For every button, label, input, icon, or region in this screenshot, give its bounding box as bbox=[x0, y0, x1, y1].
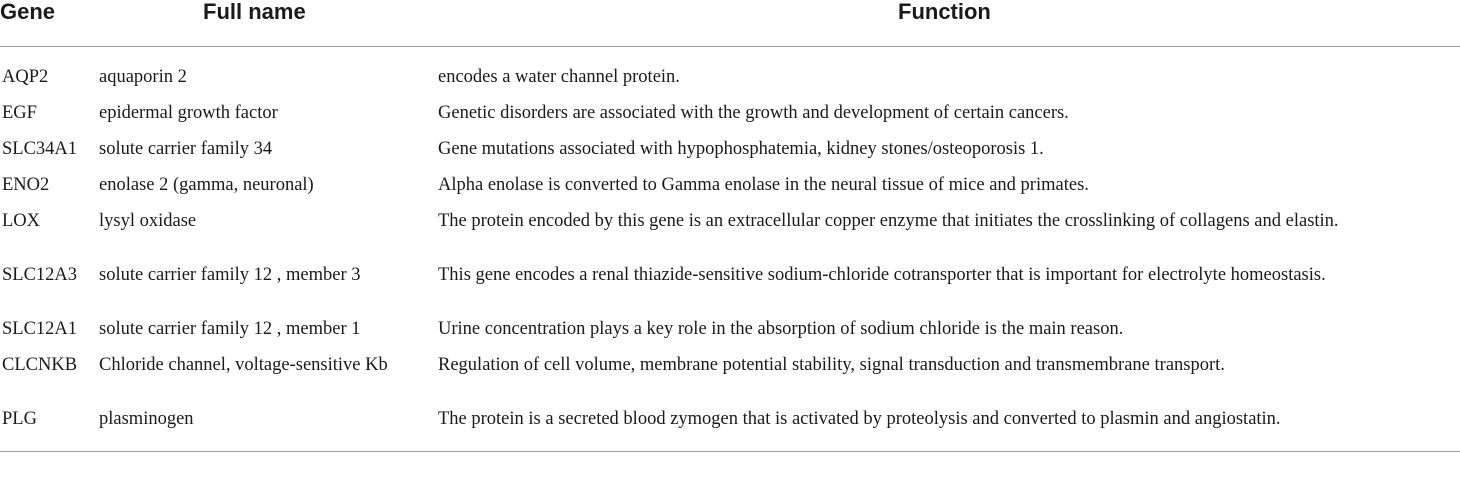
cell-full-name: solute carrier family 34 bbox=[99, 139, 273, 159]
header-full-name: Full name bbox=[99, 0, 438, 47]
cell-gene: SLC12A3 bbox=[2, 265, 78, 285]
table-row bbox=[0, 102, 1460, 138]
cell-gene: AQP2 bbox=[2, 67, 49, 87]
cell-gene: EGF bbox=[2, 103, 37, 123]
cell-gene: LOX bbox=[2, 211, 41, 231]
header-function: Function bbox=[438, 0, 1460, 47]
cell-function: This gene encodes a renal thiazide-sensitive sodium-chloride cotransporter that is important for electrolyte homeostasis. bbox=[438, 265, 1326, 285]
table-row bbox=[0, 408, 1460, 451]
cell-full-name: epidermal growth factor bbox=[99, 103, 278, 123]
table-header bbox=[0, 0, 1460, 47]
cell-gene: SLC12A1 bbox=[2, 319, 78, 339]
table-bottom-rule bbox=[0, 451, 1460, 452]
table-row bbox=[0, 138, 1460, 174]
cell-function: Alpha enolase is converted to Gamma enolase in the neural tissue of mice and primates. bbox=[438, 175, 1089, 195]
cell-function: Gene mutations associated with hypophosphatemia, kidney stones/osteoporosis 1. bbox=[438, 139, 1044, 159]
cell-function: Urine concentration plays a key role in the absorption of sodium chloride is the main reason. bbox=[438, 319, 1124, 339]
cell-function: Genetic disorders are associated with the growth and development of certain cancers. bbox=[438, 103, 1069, 123]
cell-full-name: aquaporin 2 bbox=[99, 67, 187, 87]
cell-full-name: solute carrier family 12 , member 3 bbox=[99, 265, 361, 285]
cell-full-name: enolase 2 (gamma, neuronal) bbox=[99, 175, 314, 195]
cell-gene: SLC34A1 bbox=[2, 139, 78, 159]
cell-full-name: plasminogen bbox=[99, 409, 194, 429]
table-row bbox=[0, 318, 1460, 354]
header-row bbox=[0, 0, 1460, 47]
cell-function: The protein is a secreted blood zymogen that is activated by proteolysis and converted to plasmin and angiostatin. bbox=[438, 409, 1281, 429]
table-body bbox=[0, 47, 1460, 452]
table-row bbox=[0, 354, 1460, 408]
cell-gene: ENO2 bbox=[2, 175, 50, 195]
cell-gene: CLCNKB bbox=[2, 355, 78, 375]
cell-function: The protein encoded by this gene is an extracellular copper enzyme that initiates the crosslinking of collagens and elastin. bbox=[438, 211, 1339, 231]
cell-function: encodes a water channel protein. bbox=[438, 67, 680, 87]
cell-function: Regulation of cell volume, membrane potential stability, signal transduction and transmembrane transport. bbox=[438, 355, 1225, 375]
cell-full-name: lysyl oxidase bbox=[99, 211, 197, 231]
table-row bbox=[0, 210, 1460, 264]
header-gene: Gene bbox=[0, 0, 99, 47]
table-row bbox=[0, 174, 1460, 210]
table-row bbox=[0, 264, 1460, 318]
table-row bbox=[0, 47, 1460, 103]
cell-full-name: Chloride channel, voltage-sensitive Kb bbox=[99, 355, 388, 375]
cell-full-name: solute carrier family 12 , member 1 bbox=[99, 319, 361, 339]
cell-gene: PLG bbox=[2, 409, 37, 429]
